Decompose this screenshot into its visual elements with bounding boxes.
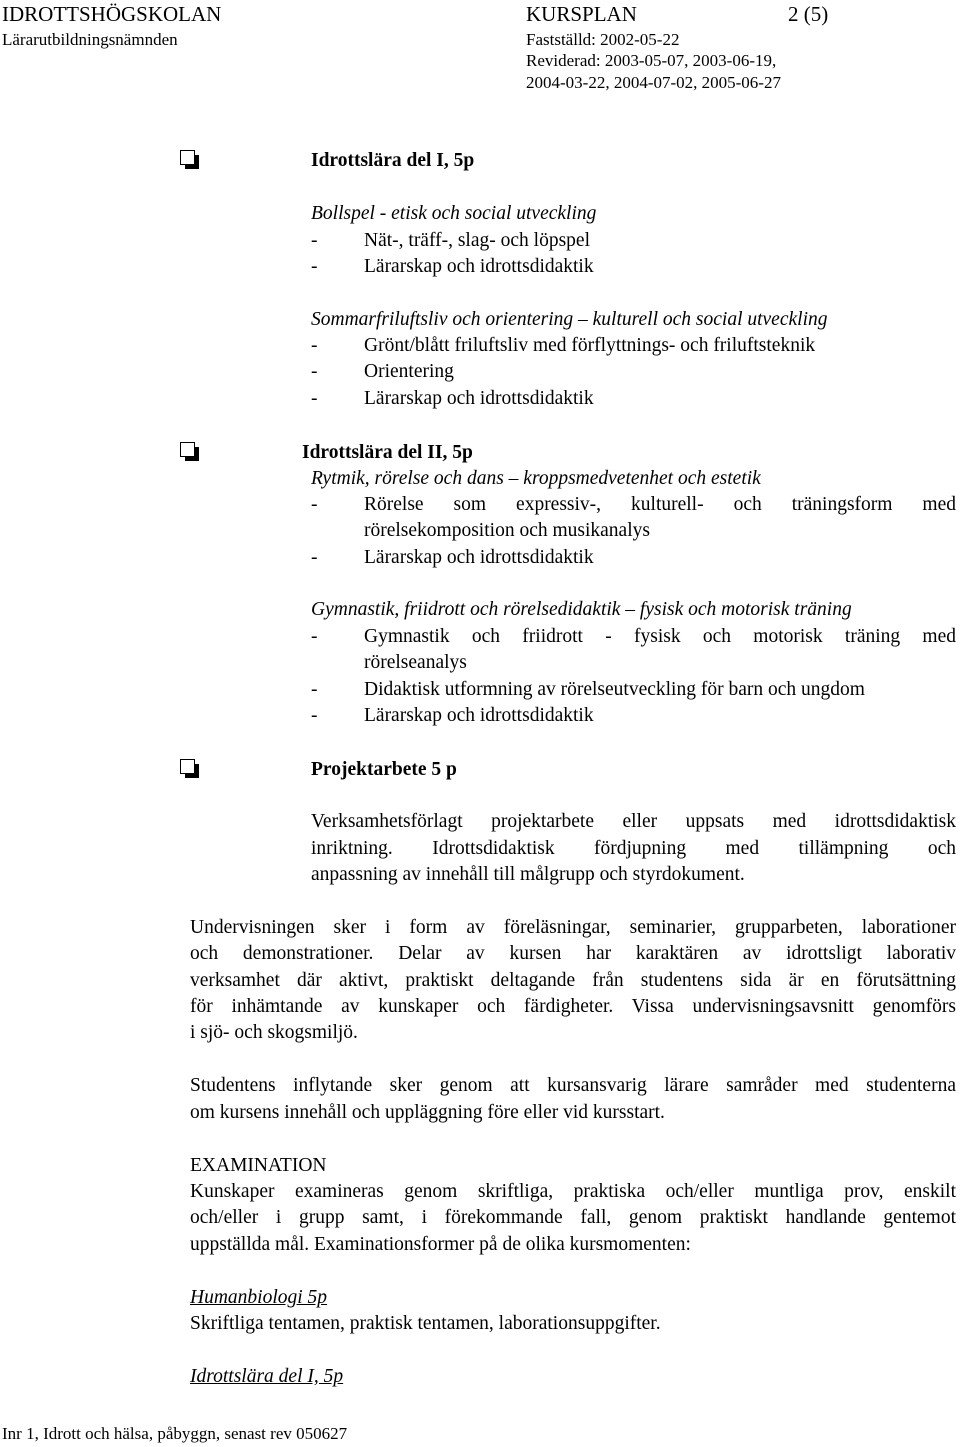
subsection-bollspel: Bollspel - etisk och social utveckling [311, 203, 597, 224]
paragraph-line: verksamhet där aktivt, praktiskt deltagande från studentens sida är en förutsättning [190, 970, 956, 991]
section-heading-examination: EXAMINATION [190, 1155, 327, 1176]
dash: - [311, 335, 318, 356]
paragraph-line: anpassning av innehåll till målgrupp och styrdokument. [311, 864, 745, 885]
dash: - [311, 626, 318, 647]
list-item: Lärarskap och idrottsdidaktik [364, 256, 594, 277]
revised-dates-1: Reviderad: 2003-05-07, 2003-06-19, [526, 51, 777, 70]
exam-subheading-humanbiologi: Humanbiologi 5p [190, 1287, 328, 1308]
page-footer: Inr 1, Idrott och hälsa, påbyggn, senast rev 050627 [2, 1424, 348, 1443]
section-title-projektarbete: Projektarbete 5 p [311, 759, 457, 780]
paragraph-line: för inhämtande av kunskaper och färdigheter. Vissa undervisningsavsnitt genomförs [190, 996, 956, 1017]
revised-dates-2: 2004-03-22, 2004-07-02, 2005-06-27 [526, 73, 781, 92]
list-item: Rörelse som expressiv-, kulturell- och träningsform med [364, 494, 956, 515]
org-name: IDROTTSHÖGSKOLAN [2, 2, 222, 26]
paragraph-line: inriktning. Idrottsdidaktisk fördjupning med tillämpning och [311, 838, 956, 859]
list-item: Lärarskap och idrottsdidaktik [364, 705, 594, 726]
paragraph-line: Studentens inflytande sker genom att kursansvarig lärare samråder med studenterna [190, 1075, 956, 1096]
paragraph-line: i sjö- och skogsmiljö. [190, 1022, 358, 1043]
list-item-cont: rörelseanalys [364, 652, 467, 673]
subsection-rytmik: Rytmik, rörelse och dans – kroppsmedvetenhet och estetik [311, 468, 761, 489]
page-number: 2 (5) [788, 2, 829, 26]
paragraph-line: om kursens innehåll och uppläggning före eller vid kursstart. [190, 1102, 665, 1123]
list-item-cont: rörelsekomposition och musikanalys [364, 520, 650, 541]
section-title-idrottslara-1: Idrottslära del I, 5p [311, 150, 475, 171]
document-type: KURSPLAN [526, 2, 637, 26]
list-item: Lärarskap och idrottsdidaktik [364, 388, 594, 409]
list-item: Lärarskap och idrottsdidaktik [364, 547, 594, 568]
subsection-sommarfriluftsliv: Sommarfriluftsliv och orientering – kulturell och social utveckling [311, 309, 828, 330]
dash: - [311, 361, 318, 382]
list-item: Gymnastik och friidrott - fysisk och motorisk träning med [364, 626, 956, 647]
list-item: Grönt/blått friluftsliv med förflyttnings- och friluftsteknik [364, 335, 816, 356]
paragraph-line: och/eller i grupp samt, i förekommande fall, genom praktiskt handlande gentemot [190, 1207, 956, 1228]
checkbox-icon [180, 759, 195, 774]
subsection-gymnastik: Gymnastik, friidrott och rörelsedidaktik – fysisk och motorisk träning [311, 599, 852, 620]
paragraph-line: och demonstrationer. Delar av kursen har karaktären av idrottsligt laborativ [190, 943, 956, 964]
paragraph-line: Undervisningen sker i form av föreläsningar, seminarier, grupparbeten, laborationer [190, 917, 956, 938]
paragraph-line: Skriftliga tentamen, praktisk tentamen, laborationsuppgifter. [190, 1313, 661, 1334]
dash: - [311, 705, 318, 726]
list-item: Nät-, träff-, slag- och löpspel [364, 230, 590, 251]
list-item: Didaktisk utformning av rörelseutveckling för barn och ungdom [364, 679, 865, 700]
checkbox-icon [180, 150, 195, 165]
dash: - [311, 256, 318, 277]
list-item: Orientering [364, 361, 454, 382]
board-name: Lärarutbildningsnämnden [2, 30, 178, 49]
dash: - [311, 547, 318, 568]
dash: - [311, 494, 318, 515]
dash: - [311, 388, 318, 409]
paragraph-line: Verksamhetsförlagt projektarbete eller uppsats med idrottsdidaktisk [311, 811, 956, 832]
dash: - [311, 230, 318, 251]
dash: - [311, 679, 318, 700]
established-date: Fastställd: 2002-05-22 [526, 30, 680, 49]
section-title-idrottslara-2: Idrottslära del II, 5p [302, 442, 473, 463]
paragraph-line: Kunskaper examineras genom skriftliga, praktiska och/eller muntliga prov, enskilt [190, 1181, 956, 1202]
exam-subheading-idrottslara: Idrottslära del I, 5p [190, 1366, 344, 1387]
paragraph-line: uppställda mål. Examinationsformer på de olika kursmomenten: [190, 1234, 691, 1255]
checkbox-icon [180, 442, 195, 457]
